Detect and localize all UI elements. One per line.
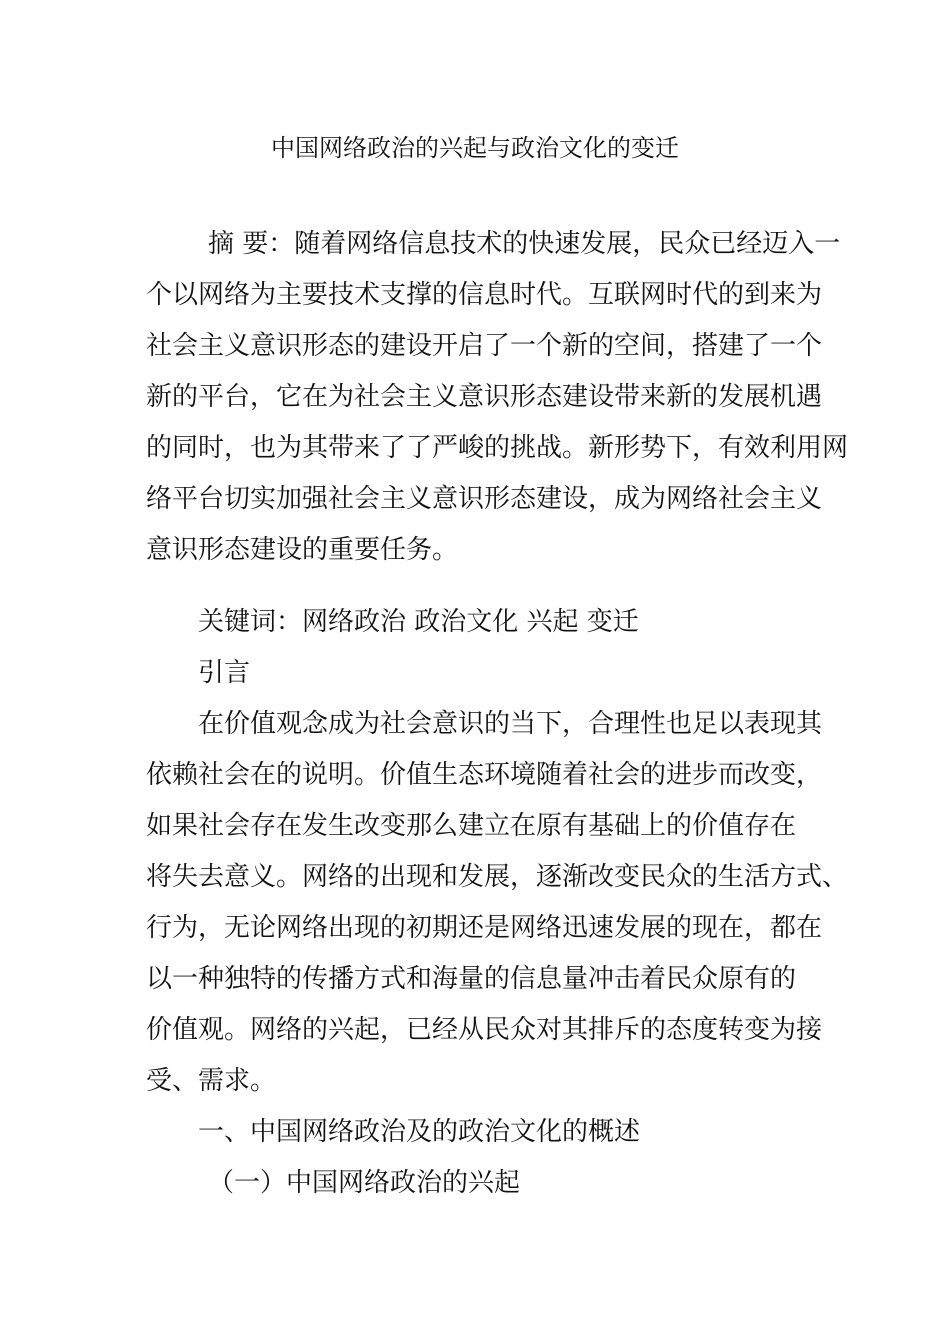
abstract-line: 新的平台，它在为社会主义意识形态建设带来新的发展机遇	[146, 382, 823, 412]
keywords-line: 关键词：网络政治 政治文化 兴起 变迁	[198, 607, 639, 637]
intro-line: 以一种独特的传播方式和海量的信息量冲击着民众原有的	[146, 964, 797, 994]
abstract-line: 的同时，也为其带来了了严峻的挑战。新形势下，有效利用网	[146, 433, 849, 463]
abstract-paragraph	[146, 219, 849, 576]
abstract-line: 个以网络为主要技术支撑的信息时代。互联网时代的到来为	[146, 280, 823, 310]
intro-line: 价值观。网络的兴起，已经从民众对其排斥的态度转变为接	[146, 1015, 823, 1045]
section-heading: 一、中国网络政治及的政治文化的概述	[198, 1117, 641, 1147]
intro-line: 受、需求。	[146, 1066, 277, 1096]
main-content	[146, 597, 849, 1209]
intro-line: 在价值观念成为社会意识的当下，合理性也足以表现其	[198, 709, 823, 739]
abstract-line: 意识形态建设的重要任务。	[146, 535, 459, 565]
intro-line: 如果社会存在发生改变那么建立在原有基础上的价值存在	[146, 811, 797, 841]
intro-line: 行为，无论网络出现的初期还是网络迅速发展的现在，都在	[146, 913, 823, 943]
intro-line: 将失去意义。网络的出现和发展，逐渐改变民众的生活方式、	[146, 862, 849, 892]
abstract-line: 社会主义意识形态的建设开启了一个新的空间，搭建了一个	[146, 331, 823, 361]
intro-line: 依赖社会在的说明。价值生态环境随着社会的进步而改变，	[146, 760, 823, 790]
subsection-heading: （一）中国网络政治的兴起	[208, 1168, 521, 1198]
abstract-line: 络平台切实加强社会主义意识形态建设，成为网络社会主义	[146, 484, 823, 514]
intro-heading: 引言	[198, 658, 251, 688]
document-title: 中国网络政治的兴起与政治文化的变迁	[271, 134, 679, 162]
abstract-line: 摘 要：随着网络信息技术的快速发展，民众已经迈入一	[208, 229, 841, 259]
